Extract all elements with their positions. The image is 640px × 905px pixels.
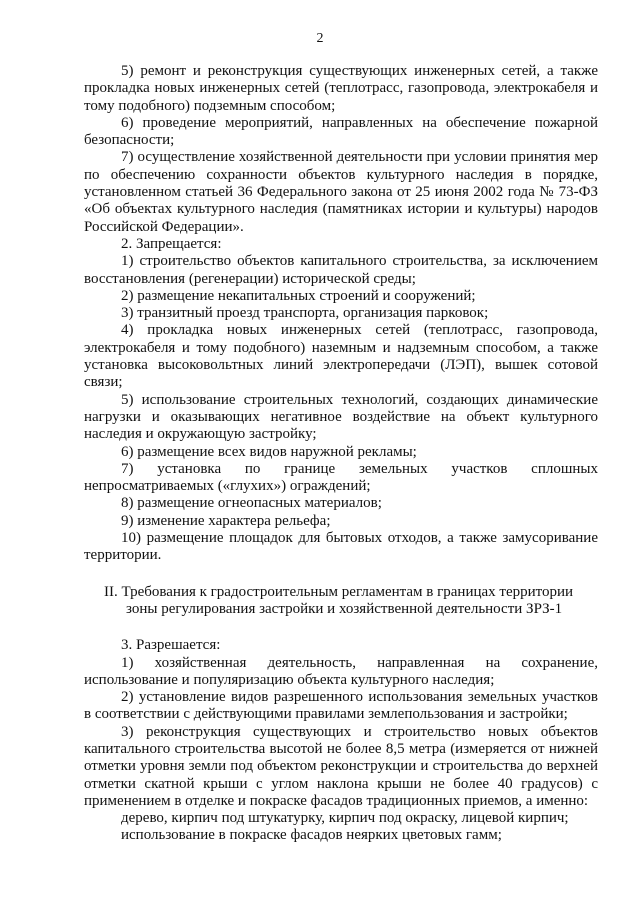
paragraph-prohibited-1: 1) строительство объектов капитального строительства, за исключением восстановления (регенерации) исторической среды; bbox=[84, 253, 598, 287]
paragraph-prohibited-7: 7) установка по границе земельных участков сплошных непросматриваемых («глухих») ограждений; bbox=[84, 460, 598, 495]
paragraph-allowed-2: 2) установление видов разрешенного использования земельных участков в соответствии с действующими правилами землепользования и застройки; bbox=[84, 689, 598, 723]
section-heading bbox=[84, 584, 598, 619]
document-body bbox=[84, 63, 598, 845]
paragraph-allowed-1: 1) хозяйственная деятельность, направленная на сохранение, использование и популяризацию объекта культурного наследия; bbox=[84, 654, 598, 688]
paragraph-prohibited-heading: 2. Запрещается: bbox=[121, 235, 222, 252]
paragraph-prohibited-3: 3) транзитный проезд транспорта, организация парковок; bbox=[121, 305, 489, 322]
paragraph-prohibited-9: 9) изменение характера рельефа; bbox=[121, 512, 331, 529]
paragraph-allowed-heading: 3. Разрешается: bbox=[121, 637, 221, 654]
section-heading-line2: зоны регулирования застройки и хозяйственной деятельности ЗРЗ-1 bbox=[126, 600, 563, 617]
paragraph-prohibited-6: 6) размещение всех видов наружной рекламы; bbox=[121, 443, 417, 460]
paragraph-prohibited-2: 2) размещение некапитальных строений и сооружений; bbox=[121, 287, 476, 304]
paragraph-item-7: 7) осуществление хозяйственной деятельности при условии принятия мер по обеспечению сохранности объектов культурного наследия в порядке, установленном статьей 36 Федерального закона от 25 июня 2002 года № 73-ФЗ «Об объектах культурного наследия (памятниках истории и культуры) народов Российской Федерации». bbox=[84, 149, 598, 235]
paragraph-prohibited-4: 4) прокладка новых инженерных сетей (теплотрасс, газопровода, электрокабеля и тому подобного) наземным и надземным способом, а также установка высоковольтных линий электропередачи (ЛЭП), вышек сотовой связи; bbox=[84, 322, 598, 391]
paragraph-allowed-3: 3) реконструкция существующих и строительство новых объектов капитального строительства высотой не более 8,5 метра (измеряется от нижней отметки уровня земли под объектом реконструкции и строительства до верхней отметки скатной крыши с углом наклона крыши не более 40 градусов) с применением в отделке и покраске фасадов традиционных приемов, а именно: bbox=[84, 723, 598, 809]
page-number: 2 bbox=[316, 31, 324, 46]
paragraph-item-6: 6) проведение мероприятий, направленных на обеспечение пожарной безопасности; bbox=[84, 114, 598, 149]
section-heading-line1: II. Требования к градостроительным регламентам в границах территории bbox=[104, 583, 574, 600]
paragraph-colors: использование в покраске фасадов неярких цветовых гамм; bbox=[121, 827, 502, 844]
paragraph-item-5: 5) ремонт и реконструкция существующих инженерных сетей, а также прокладка новых инженерных сетей (теплотрасс, газопровода, электрокабеля и тому подобного) подземным способом; bbox=[84, 63, 598, 114]
paragraph-prohibited-8: 8) размещение огнеопасных материалов; bbox=[121, 495, 382, 512]
paragraph-materials: дерево, кирпич под штукатурку, кирпич под окраску, лицевой кирпич; bbox=[121, 810, 569, 827]
paragraph-prohibited-5: 5) использование строительных технологий, создающих динамические нагрузки и оказывающих негативное воздействие на объект культурного наследия и окружающую застройку; bbox=[84, 391, 598, 443]
paragraph-prohibited-10: 10) размещение площадок для бытовых отходов, а также замусоривание территории. bbox=[84, 530, 598, 564]
